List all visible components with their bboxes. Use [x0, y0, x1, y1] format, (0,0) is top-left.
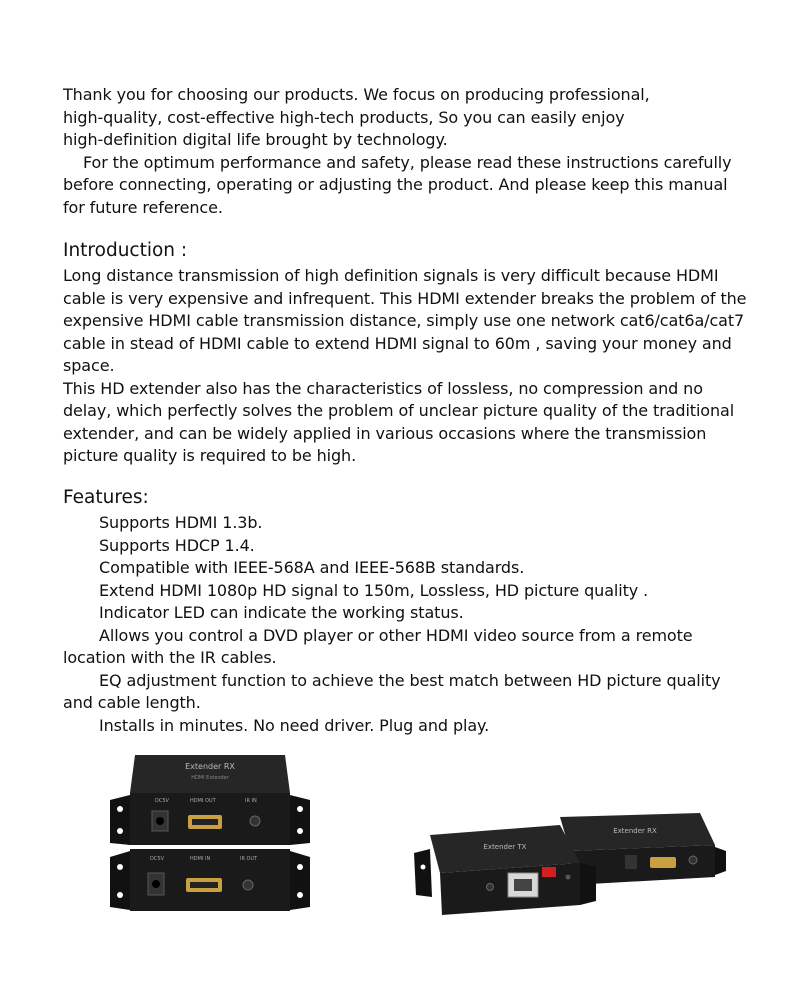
- introduction-body: [63, 265, 753, 468]
- feature-item: Extend HDMI 1080p HD signal to 150m, Lossless, HD picture quality .: [99, 580, 649, 600]
- intro-paragraph-2: For the optimum performance and safety, please read these instructions carefully before connecting, operating or adjusting the product. And please keep this manual for future reference.: [63, 152, 732, 217]
- hdmi-port-slot: [190, 882, 218, 888]
- rx-ear-hole: [297, 806, 303, 812]
- rx-name-label: Extender RX: [185, 762, 235, 771]
- led-indicator-icon: [566, 875, 571, 880]
- features-list: [63, 512, 753, 737]
- rj45-port-slot: [514, 879, 532, 891]
- hdmi-port-slot: [192, 819, 218, 825]
- introduction-paragraph-2: This HD extender also has the characteristics of lossless, no compression and no delay, which perfectly solves the problem of unclear picture quality of the traditional extender, and can be widely applied in various occasions where the transmission picture quality is required to be high.: [63, 378, 735, 465]
- dip-switch-icon: [542, 867, 556, 877]
- intro-line-3: high-definition digital life brought by technology.: [63, 130, 448, 149]
- tx-right-ear: [580, 863, 596, 905]
- rx-name-label: Extender RX: [613, 827, 657, 835]
- tx-ear-hole: [297, 864, 303, 870]
- hdmi-port-icon: [650, 857, 676, 868]
- feature-item: Supports HDCP 1.4.: [99, 535, 255, 555]
- feature-item: Compatible with IEEE-568A and IEEE-568B standards.: [99, 558, 525, 577]
- feature-item: EQ adjustment function to achieve the best match between HD picture quality and cable length.: [63, 670, 721, 712]
- intro-section: [63, 84, 753, 219]
- features-heading: Features:: [63, 487, 149, 508]
- rx-port-label-dc: DC5V: [155, 798, 169, 804]
- feature-item: Allows you control a DVD player or other HDMI video source from a remote location with the IR cables.: [63, 625, 693, 667]
- feature-item: Indicator LED can indicate the working status.: [99, 603, 464, 622]
- tx-ear-hole: [421, 865, 426, 870]
- rx-subtitle-label: HDMI Extender: [191, 775, 229, 781]
- tx-ear-hole: [117, 864, 123, 870]
- tx-right-ear: [290, 851, 310, 910]
- dc-port-hole: [156, 817, 164, 825]
- product-photo-extender-pair: [410, 805, 730, 925]
- tx-name-label: Extender TX: [483, 843, 527, 851]
- rx-ear-hole: [117, 828, 123, 834]
- tx-ear-hole: [297, 892, 303, 898]
- rx-port-label-hdmi: HDMI OUT: [190, 798, 216, 804]
- dc-port-hole: [152, 880, 160, 888]
- tx-left-ear: [110, 851, 130, 910]
- rx-top-panel: [130, 755, 290, 793]
- tx-port-label-hdmi: HDMI IN: [190, 856, 211, 862]
- ir-port-icon: [487, 884, 494, 891]
- product-photo-stacked-extenders: [100, 745, 320, 925]
- feature-item: Installs in minutes. No need driver. Plug and play.: [99, 715, 490, 735]
- rx-ear-hole: [117, 806, 123, 812]
- intro-line-2: high-quality, cost-effective high-tech products, So you can easily enjoy: [63, 107, 625, 127]
- ir-port-icon: [689, 856, 697, 864]
- rx-ear-hole: [297, 828, 303, 834]
- ir-port-icon: [250, 816, 260, 826]
- intro-line-1: Thank you for choosing our products. We focus on producing professional,: [63, 85, 650, 104]
- rx-right-ear: [290, 795, 310, 845]
- introduction-paragraph-1: Long distance transmission of high definition signals is very difficult because HDMI cable is very expensive and infrequent. This HDMI extender breaks the problem of the expensive HDMI cable transmission distance, simply use one network cat6/cat6a/cat7 cable in stead of HDMI cable to extend HDMI signal to 60m , saving your money and space.: [63, 266, 747, 375]
- ir-port-icon: [243, 880, 253, 890]
- rx-left-ear: [110, 795, 130, 845]
- tx-port-label-ir: IR OUT: [240, 856, 258, 862]
- rx-port-label-ir: IR IN: [245, 798, 257, 804]
- rx-right-ear: [715, 847, 726, 875]
- tx-left-ear: [414, 849, 432, 897]
- feature-item: Supports HDMI 1.3b.: [99, 513, 263, 532]
- dc-port-icon: [625, 855, 637, 869]
- tx-port-label-dc: DC5V: [150, 856, 164, 862]
- introduction-heading: Introduction :: [63, 240, 188, 261]
- tx-ear-hole: [117, 892, 123, 898]
